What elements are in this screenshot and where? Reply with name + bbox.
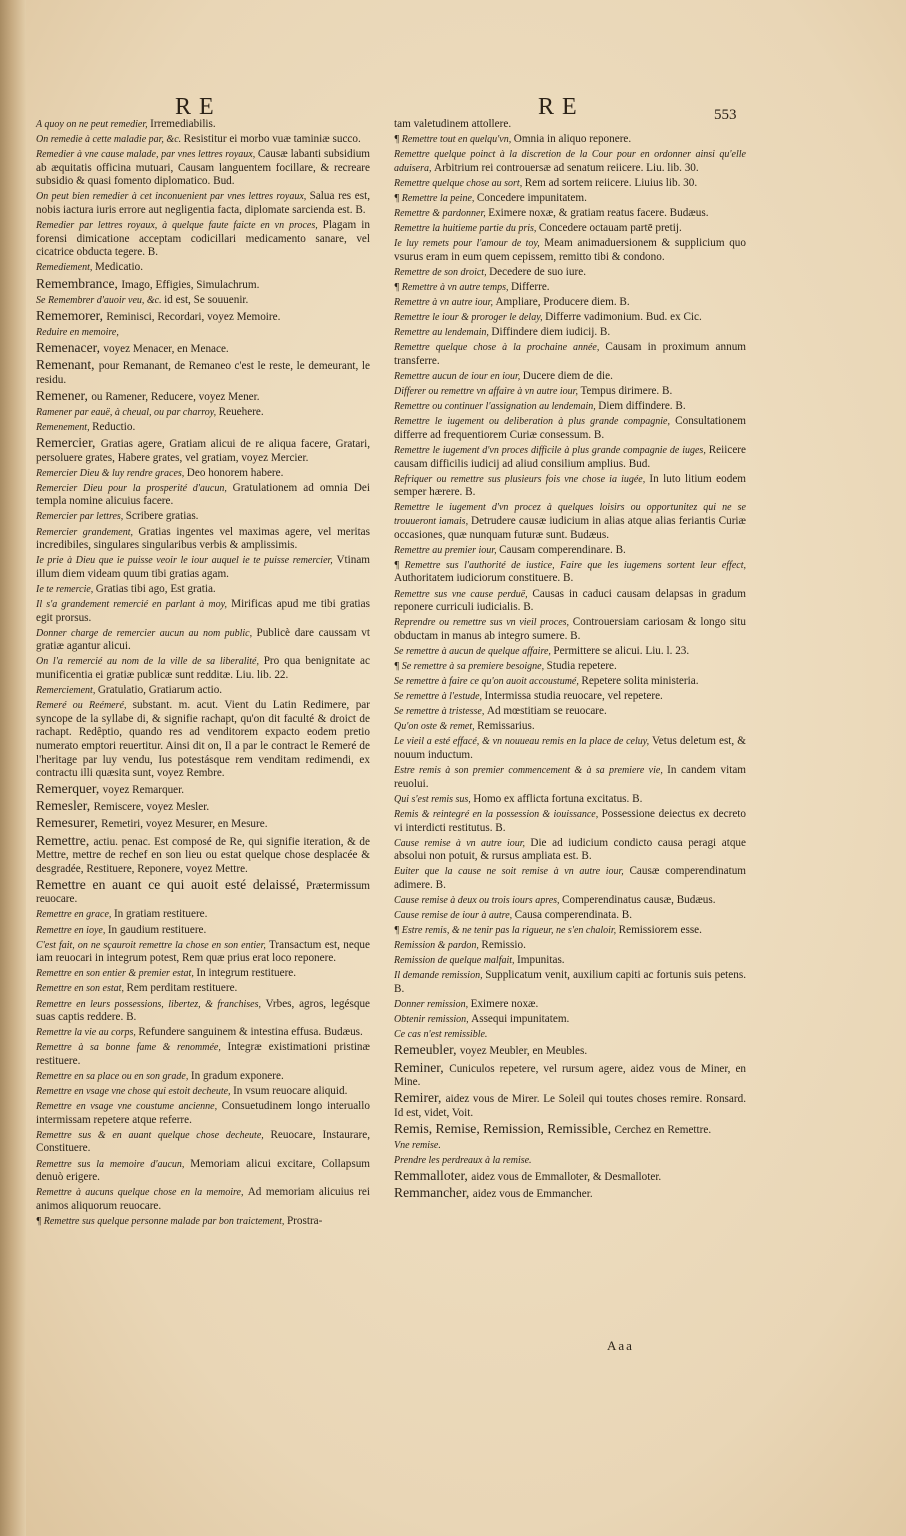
- dictionary-entry: Remettre en grace, In gratiam restituere.: [36, 908, 208, 921]
- dictionary-entry: Remettre quelque poinct à la discretion de la Cour pour en ordonner ainsi qu'elle aduisera, Arbitrium rei controuersæ ad senatum reiicere. Liu. lib. 30.: [394, 149, 746, 174]
- dictionary-entry: ¶ Estre remis, & ne tenir pas la rigueur, ne s'en chaloir, Remissiorem esse.: [394, 924, 702, 937]
- dictionary-entry: Remettre sus la memoire d'aucun, Memoriam alicui excitare, Collapsum denuò erigere.: [36, 1157, 370, 1184]
- dictionary-entry: Remerquer, voyez Remarquer.: [36, 781, 185, 797]
- dictionary-entry: Remettre à aucuns quelque chose en la memoire, Ad memoriam alicuius rei animos aliquorum reuocare.: [36, 1186, 371, 1212]
- dictionary-entry: Remercier Dieu pour la prosperité d'aucun, Gratulationem ad omnia Dei templa nomine alicuius facere.: [36, 481, 370, 508]
- dictionary-entry: Remis, Remise, Remission, Remissible, Cerchez en Remettre.: [394, 1120, 712, 1136]
- dictionary-entry: Remission de quelque malfait, Impunitas.: [394, 954, 565, 967]
- dictionary-entry: Remedier à vne cause malade, par vnes lettres royaux, Causæ labanti subsidium ab æquitatis officina mutuari, Causam languentem focillare, & recreare subsidio & quasi fomento diplomatico. Bud.: [36, 148, 370, 188]
- dictionary-entry: Obtenir remission, Assequi impunitatem.: [394, 1013, 570, 1026]
- dictionary-entry: Cause remise à deux ou trois iours apres, Comperendinatus causæ, Budæus.: [394, 893, 716, 906]
- dictionary-entry: Remettre la vie au corps, Refundere sanguinem & intestina effusa. Budæus.: [36, 1026, 363, 1039]
- dictionary-entry: tam valetudinem attollere.: [394, 118, 512, 130]
- dictionary-entry: Remembrance, Imago, Effigies, Simulachrum.: [36, 275, 260, 291]
- dictionary-entry: Remeubler, voyez Meubler, en Meubles.: [394, 1042, 588, 1058]
- dictionary-entry: Remettre au lendemain, Diffindere diem iudicij. B.: [394, 326, 611, 339]
- dictionary-entry: Remmancher, aidez vous de Emmancher.: [394, 1185, 593, 1201]
- dictionary-entry: Refriquer ou remettre sus plusieurs fois vne chose ia iugée, In luto litium eodem semper hærere. B.: [394, 472, 746, 499]
- dictionary-entry: Donner charge de remercier aucun au nom public, Publicè dare caussam vt gratiæ agantur alicui.: [36, 626, 370, 653]
- dictionary-entry: Remesurer, Remetiri, voyez Mesurer, en Mesure.: [36, 815, 268, 831]
- dictionary-entry: Remis & reintegré en la possession & iouissance, Possessione deiectus ex decreto vi interdicti restitutus. B.: [394, 807, 747, 834]
- binding-gutter: [0, 0, 26, 1536]
- dictionary-entry: Remettre en vsage vne chose qui estoit decheute, In vsum reuocare aliquid.: [36, 1085, 348, 1098]
- dictionary-entry: Ce cas n'est remissible.: [394, 1029, 488, 1041]
- dictionary-entry: Remettre quelque chose à la prochaine année, Causam in proximum annum transferre.: [394, 341, 746, 367]
- dictionary-entry: Remettre quelque chose au sort, Rem ad sortem reiicere. Liuius lib. 30.: [394, 176, 698, 189]
- dictionary-entry: Cause remise à vn autre iour, Die ad iudicium condicto causa peragi atque absolui non potuit, & rursus ampliata est. B.: [394, 836, 746, 863]
- dictionary-entry: Remettre en leurs possessions, libertez, & franchises, Vrbes, agros, legésque suas captis reddere. B.: [36, 997, 371, 1024]
- dictionary-entry: Remettre à sa bonne fame & renommée, Integræ existimationi pristinæ restituere.: [36, 1041, 370, 1067]
- dictionary-entry: Qui s'est remis sus, Homo ex afflicta fortuna excitatus. B.: [394, 792, 643, 805]
- dictionary-entry: Remettre en son estat, Rem perditam restituere.: [36, 982, 238, 995]
- dictionary-entry: Differer ou remettre vn affaire à vn autre iour, Tempus dirimere. B.: [394, 385, 673, 398]
- signature-mark: Aaa: [607, 1338, 634, 1353]
- dictionary-entry: ¶ Remettre la peine, Concedere impunitatem.: [394, 191, 587, 204]
- dictionary-entry: ¶ Remettre sus l'authorité de iustice, Faire que les iugemens sortent leur effect, Authoritatem iudiciorum constituere. B.: [394, 559, 746, 585]
- dictionary-entry: Remettre ou continuer l'assignation au lendemain, Diem diffindere. B.: [394, 400, 686, 413]
- dictionary-entry: Reminer, Cuniculos repetere, vel rursum agere, aidez vous de Miner, en Mine.: [394, 1059, 746, 1089]
- dictionary-entry: Remettre le iour & proroger le delay, Differre vadimonium. Bud. ex Cic.: [394, 311, 702, 324]
- dictionary-entry: Cause remise de iour à autre, Causa comperendinata. B.: [394, 909, 633, 922]
- dictionary-entry: Remmalloter, aidez vous de Emmalloter, & Desmalloter.: [394, 1168, 662, 1184]
- dictionary-entry: Ie prie à Dieu que ie puisse veoir le iour auquel ie te puisse remercier, Vtinam illum diem videam quum tibi gratias agam.: [36, 554, 370, 580]
- dictionary-entry: ¶ Remettre à vn autre temps, Differre.: [394, 281, 550, 294]
- dictionary-entry: Remercier Dieu & luy rendre graces, Deo honorem habere.: [36, 466, 284, 479]
- dictionary-entry: Vne remise.: [394, 1139, 441, 1151]
- dictionary-entry: Remettre le iugement d'vn proces difficile à plus grande compagnie de iuges, Reiicere causam difficilis iudicij ad aliud consilium amplius. Bud.: [394, 444, 746, 470]
- dictionary-entry: Remedier par lettres royaux, à quelque faute faicte en vn proces, Plagam in forensi dimicatione acceptam codicillari medicamento sanare, vel cicatrice obducta tegere. B.: [36, 219, 370, 259]
- dictionary-entry: Prendre les perdreaux à la remise.: [394, 1155, 532, 1167]
- dictionary-entry: Euiter que la cause ne soit remise à vn autre iour, Causæ comperendinatum adimere. B.: [394, 865, 746, 891]
- dictionary-entry: Remesler, Remiscere, voyez Mesler.: [36, 798, 210, 814]
- dictionary-entry: Remercier par lettres, Scribere gratias.: [36, 510, 199, 523]
- left-column: [36, 118, 370, 1230]
- dictionary-entry: Se remettre à l'estude, Intermissa studia reuocare, vel repetere.: [394, 690, 663, 703]
- right-column: [394, 118, 746, 1203]
- running-header-left: RE: [175, 94, 222, 120]
- dictionary-entry: Remettre, actiu. penac. Est composé de Re, qui signifie iteration, & de Mettre, mettre de rechef en son lieu ou estat quelque chose desplacée & desgradée, Restituere, Reponere, voyez Mettre.: [36, 832, 370, 875]
- dictionary-entry: Remenacer, voyez Menacer, en Menace.: [36, 339, 229, 355]
- dictionary-entry: Estre remis à son premier commencement & à sa premiere vie, In candem vitam reuolui.: [394, 764, 746, 790]
- dictionary-entry: Se remettre à aucun de quelque affaire, Permittere se alicui. Liu. l. 23.: [394, 644, 690, 657]
- dictionary-entry: Se Remembrer d'auoir veu, &c. id est, Se souuenir.: [36, 293, 249, 306]
- dictionary-entry: Remercier grandement, Gratias ingentes vel maximas agere, vel meritas incredibiles, singulares singularibus verbis & amplissimis.: [36, 525, 370, 552]
- dictionary-entry: Il demande remission, Supplicatum venit, auxilium capiti ac fortunis suis petens. B.: [394, 969, 746, 996]
- dictionary-entry: Se remettre à faire ce qu'on auoit accoustumé, Repetere solita ministeria.: [394, 675, 699, 688]
- dictionary-entry: Ie te remercie, Gratias tibi ago, Est gratia.: [36, 582, 216, 595]
- dictionary-entry: Remettre en auant ce qui auoit esté delaissé, Prætermissum reuocare.: [36, 876, 370, 906]
- dictionary-entry: Remettre en son entier & premier estat, In integrum restituere.: [36, 967, 297, 980]
- dictionary-entry: On l'a remercié au nom de la ville de sa liberalité, Pro qua benignitate ac munificentia ei gratiæ publicæ sunt redditæ. Liu. lib. 22.: [36, 655, 370, 681]
- dictionary-entry: Remettre sus vne cause perduë, Causas in caduci causam delapsas in gradum reponere curriculi iudicialis. B.: [394, 587, 746, 614]
- dictionary-entry: ¶ Se remettre à sa premiere besoigne, Studia repetere.: [394, 659, 617, 672]
- dictionary-entry: A quoy on ne peut remedier, Irremediabilis.: [36, 118, 216, 130]
- dictionary-entry: Remettre en sa place ou en son grade, In gradum exponere.: [36, 1070, 284, 1082]
- dictionary-entry: Remettre de son droict, Decedere de suo iure.: [394, 265, 586, 278]
- dictionary-entry: Remettre à vn autre iour, Ampliare, Producere diem. B.: [394, 296, 630, 309]
- dictionary-entry: Remettre en vsage vne coustume ancienne, Consuetudinem longo interuallo intermissam repetere atque referre.: [36, 1100, 370, 1126]
- dictionary-entry: Remettre en ioye, In gaudium restituere.: [36, 923, 207, 936]
- dictionary-entry: Remerciement, Gratulatio, Gratiarum actio.: [36, 684, 223, 697]
- dictionary-entry: Remission & pardon, Remissio.: [394, 939, 526, 952]
- dictionary-entry: Remettre au premier iour, Causam comperendinare. B.: [394, 543, 626, 556]
- dictionary-entry: Remenant, pour Remanant, de Remaneo c'est le reste, le demeurant, le residu.: [36, 357, 370, 386]
- dictionary-entry: Remener, ou Ramener, Reducere, voyez Mener.: [36, 387, 260, 403]
- dictionary-entry: On peut bien remedier à cet inconuenient par vnes lettres royaux, Salua res est, nobis iactura iuris errore aut negligentia facta, diplomate sarcienda est. B.: [36, 190, 371, 217]
- dictionary-entry: On remedie à cette maladie par, &c. Resistitur ei morbo vuæ taminiæ succo.: [36, 133, 361, 146]
- dictionary-entry: Se remettre à tristesse, Ad mœstitiam se reuocare.: [394, 705, 607, 718]
- dictionary-entry: Remettre le iugement ou deliberation à plus grande compagnie, Consultationem differre ad frequentiorem Curiæ consessum. B.: [394, 415, 746, 441]
- dictionary-entry: Remediement, Medicatio.: [36, 261, 144, 274]
- dictionary-entry: Remettre sus & en auant quelque chose decheute, Reuocare, Instaurare, Constituere.: [36, 1128, 370, 1155]
- dictionary-entry: Remettre aucun de iour en iour, Ducere diem de die.: [394, 370, 613, 383]
- dictionary-entry: Rememorer, Reminisci, Recordari, voyez Memoire.: [36, 307, 281, 323]
- dictionary-entry: Donner remission, Eximere noxæ.: [394, 998, 539, 1011]
- dictionary-entry: Remercier, Gratias agere, Gratiam alicui de re aliqua facere, Gratari, persoluere grates, Habere grates, vel gratiam, voyez Mercier.: [36, 434, 371, 464]
- dictionary-entry: Le vieil a esté effacé, & vn nouueau remis en la place de celuy, Vetus deletum est, & nouum inductum.: [394, 735, 746, 762]
- dictionary-entry: ¶ Remettre tout en quelqu'vn, Omnia in aliquo reponere.: [394, 133, 632, 146]
- dictionary-entry: Reprendre ou remettre sus vn vieil proces, Controuersiam cariosam & longo situ obductam in manus ab integro sumere. B.: [394, 616, 746, 642]
- dictionary-entry: Ie luy remets pour l'amour de toy, Meam animaduersionem & supplicium quo vsurus eram in eum quem cepissem, remitto tibi & condono.: [394, 237, 746, 263]
- page-number: 553: [714, 107, 737, 123]
- dictionary-entry: Remettre & pardonner, Eximere noxæ, & gratiam reatus facere. Budæus.: [394, 207, 709, 220]
- dictionary-entry: Remettre la huitieme partie du pris, Concedere octauam partē pretij.: [394, 222, 682, 235]
- dictionary-entry: Remettre le iugement d'vn procez à quelques loisirs ou opportunitez qui ne se trouueront iamais, Detrudere causæ iudicium in alias atque alias feriantis Curiæ occasiones, quæ nunquam futuræ sunt. Budæus.: [394, 502, 746, 541]
- dictionary-entry: Remirer, aidez vous de Mirer. Le Soleil qui toutes choses remire. Ronsard. Id est, videt, Voit.: [394, 1090, 746, 1119]
- dictionary-entry: Qu'on oste & remet, Remissarius.: [394, 720, 535, 733]
- dictionary-entry: Reduire en memoire,: [36, 326, 119, 338]
- dictionary-entry: Remeré ou Reémeré, substant. m. acut. Vient du Latin Redimere, par syncope de la syllabe di, & signifie rachapt, qu'on dit faculté & droict de rachapt. Redêptio, quando res ad venditorem expacto eodem pretio numerato emptori reuertitur. Ainsi dit on, Il a par le contract le Remeré de l'heritage par luy vendu, Ius potestásque rem venditam redimendi, ex contractu illi quæsita sunt, voyez Rembre.: [36, 699, 371, 780]
- dictionary-entry: C'est fait, on ne sçauroit remettre la chose en son entier, Transactum est, neque iam reuocari in integrum potest, Rem quæ prius erat loco reponere.: [36, 938, 370, 965]
- dictionary-entry: Ramener par eauë, à cheual, ou par charroy, Reuehere.: [36, 405, 264, 418]
- dictionary-entry: Il s'a grandement remercié en parlant à moy, Mirificas apud me tibi gratias egit prorsus.: [36, 598, 370, 624]
- dictionary-entry: Remenement, Reductio.: [36, 420, 136, 433]
- dictionary-entry: ¶ Remettre sus quelque personne malade par bon traictement, Prostra-: [36, 1214, 323, 1227]
- running-header-right: RE: [538, 94, 585, 120]
